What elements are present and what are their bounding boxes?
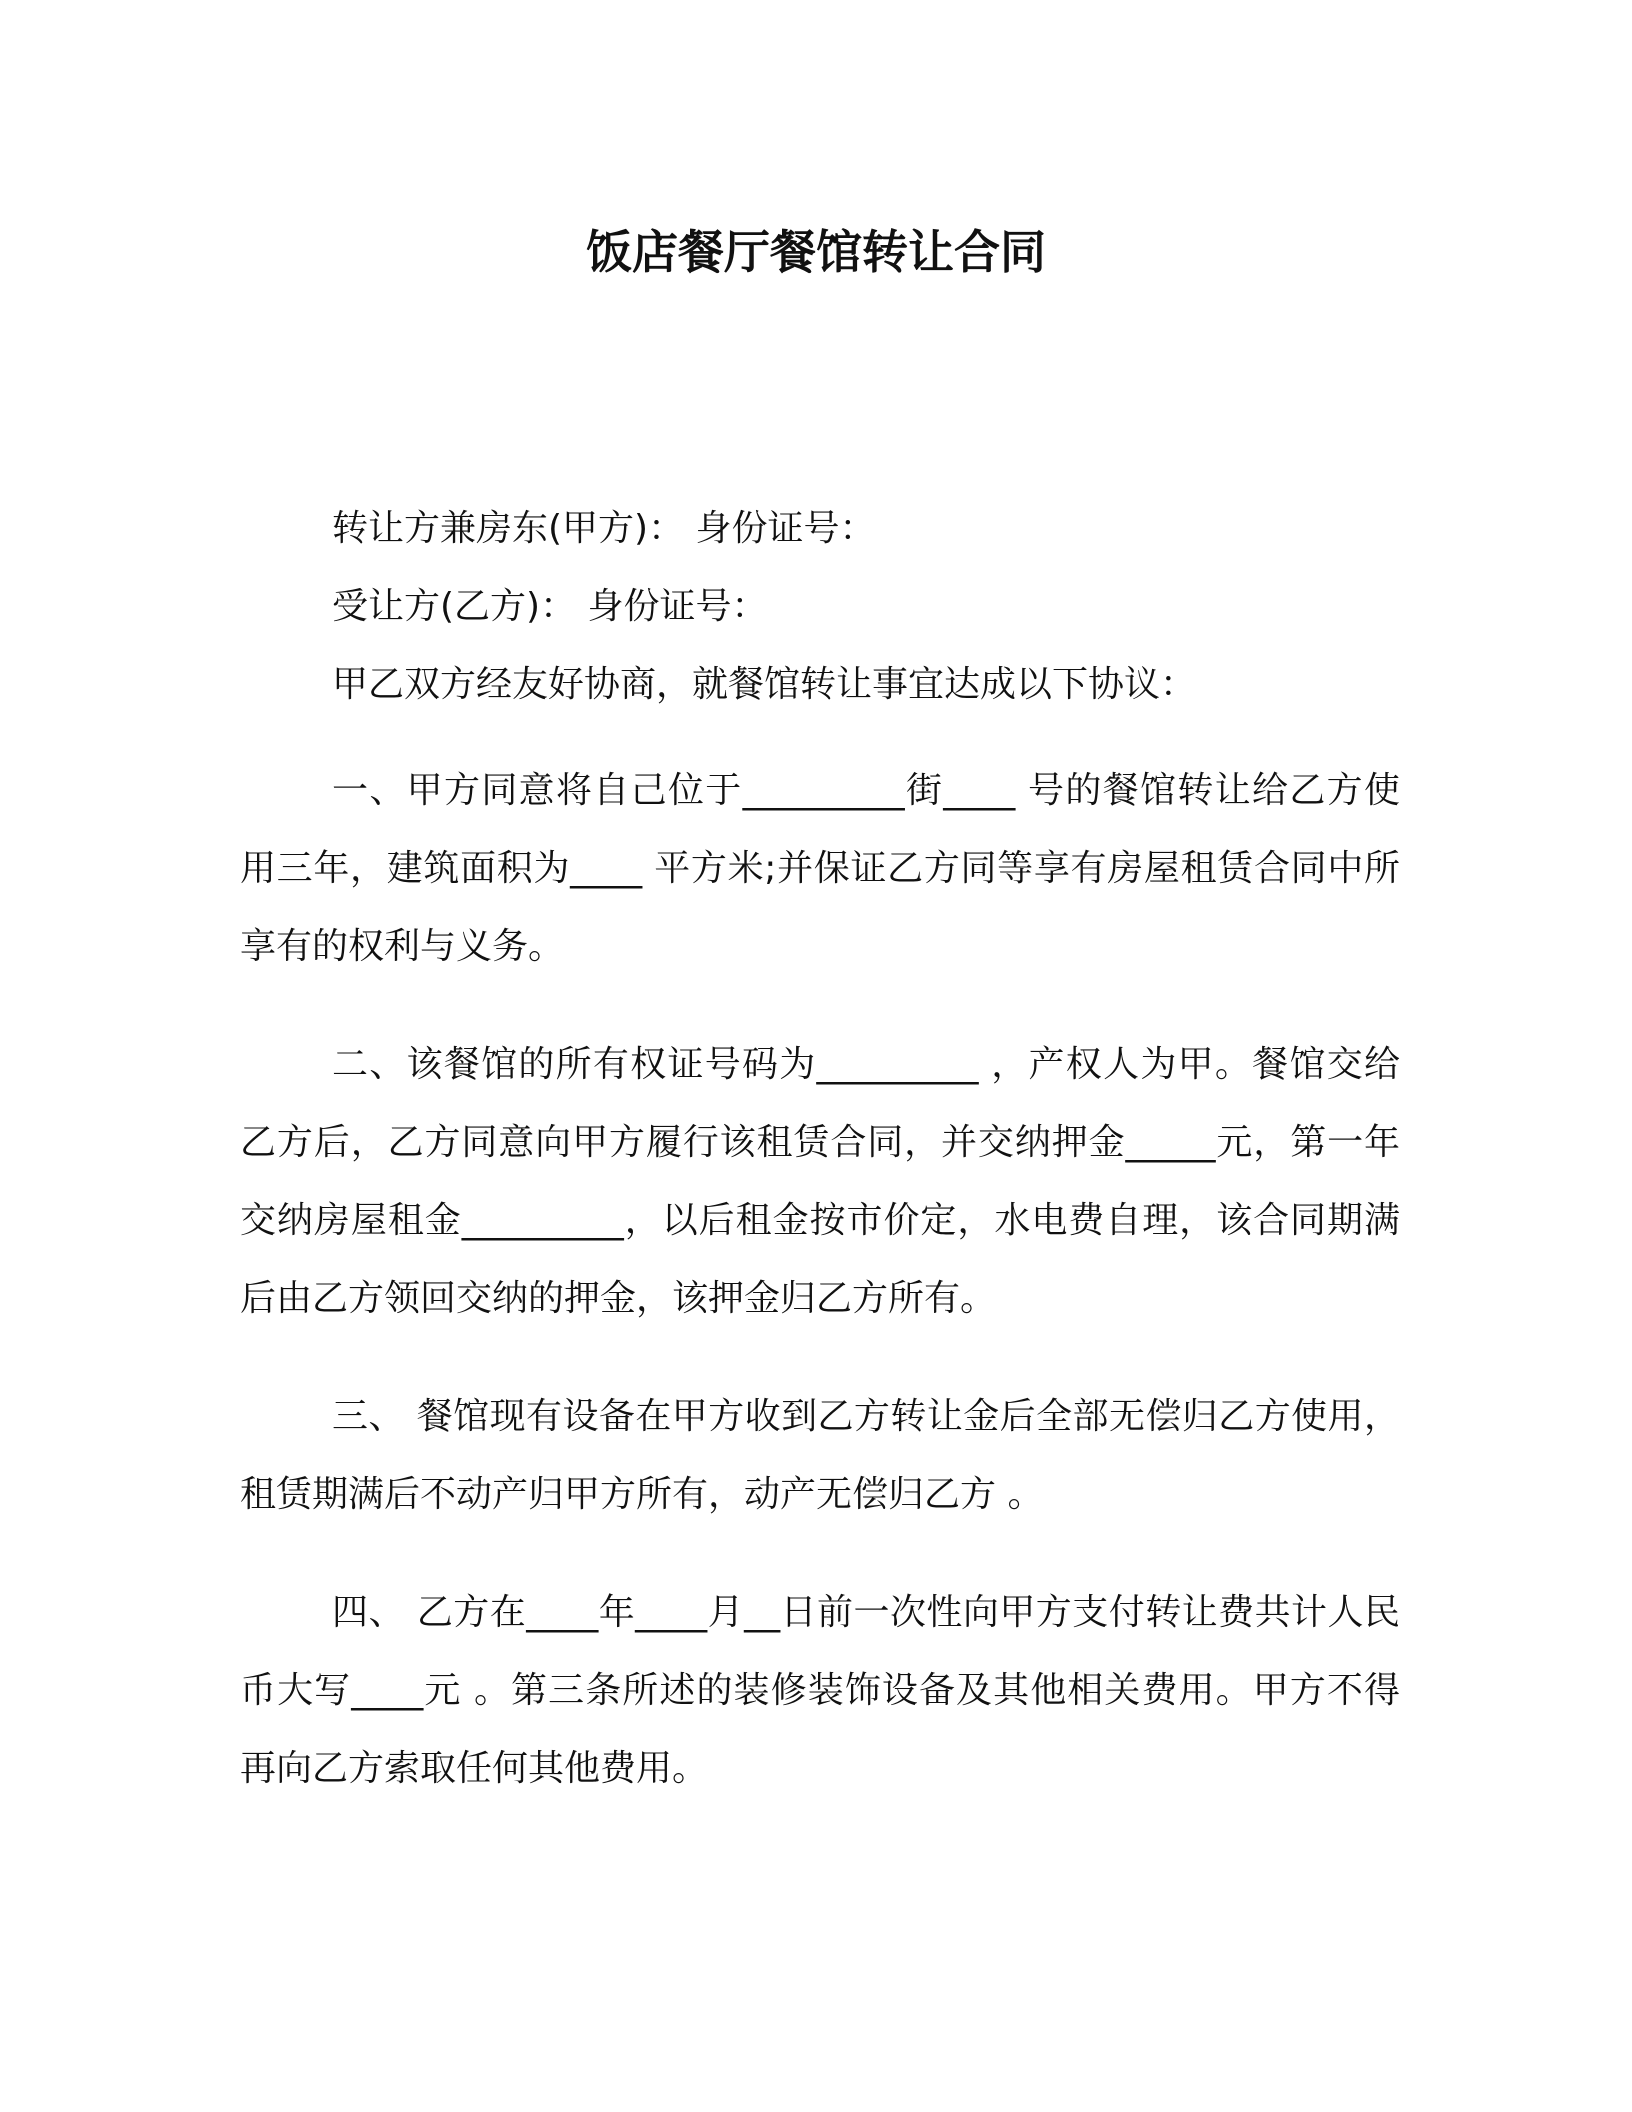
clause-3: 三、 餐馆现有设备在甲方收到乙方转让金后全部无偿归乙方使用，租赁期满后不动产归甲方所有，动产无偿归乙方 。 <box>240 1396 1400 1515</box>
document-body <box>240 490 1400 1808</box>
party-b-line: 受让方(乙方)： 身份证号： <box>332 586 768 627</box>
party-a-line: 转让方兼房东(甲方)： 身份证号： <box>332 508 876 549</box>
agreement-intro: 甲乙双方经友好协商，就餐馆转让事宜达成以下协议： <box>332 664 1197 705</box>
clause-1: 一、甲方同意将自己位于_________街____ 号的餐馆转让给乙方使用三年，建筑面积为____ 平方米;并保证乙方同等享有房屋租赁合同中所享有的权利与义务。 <box>240 770 1400 967</box>
clause-2: 二、该餐馆的所有权证号码为_________ ，产权人为甲。餐馆交给乙方后，乙方同意向甲方履行该租赁合同，并交纳押金_____元，第一年交纳房屋租金_________，以后租金按市价定，水电费自理，该合同期满后由乙方领回交纳的押金，该押金归乙方所有。 <box>240 1044 1400 1319</box>
document-title: 饭店餐厅餐馆转让合同 <box>586 225 1046 279</box>
clause-4: 四、 乙方在____年____月__日前一次性向甲方支付转让费共计人民币大写____元 。第三条所述的装修装饰设备及其他相关费用。甲方不得再向乙方索取任何其他费用。 <box>240 1592 1400 1789</box>
